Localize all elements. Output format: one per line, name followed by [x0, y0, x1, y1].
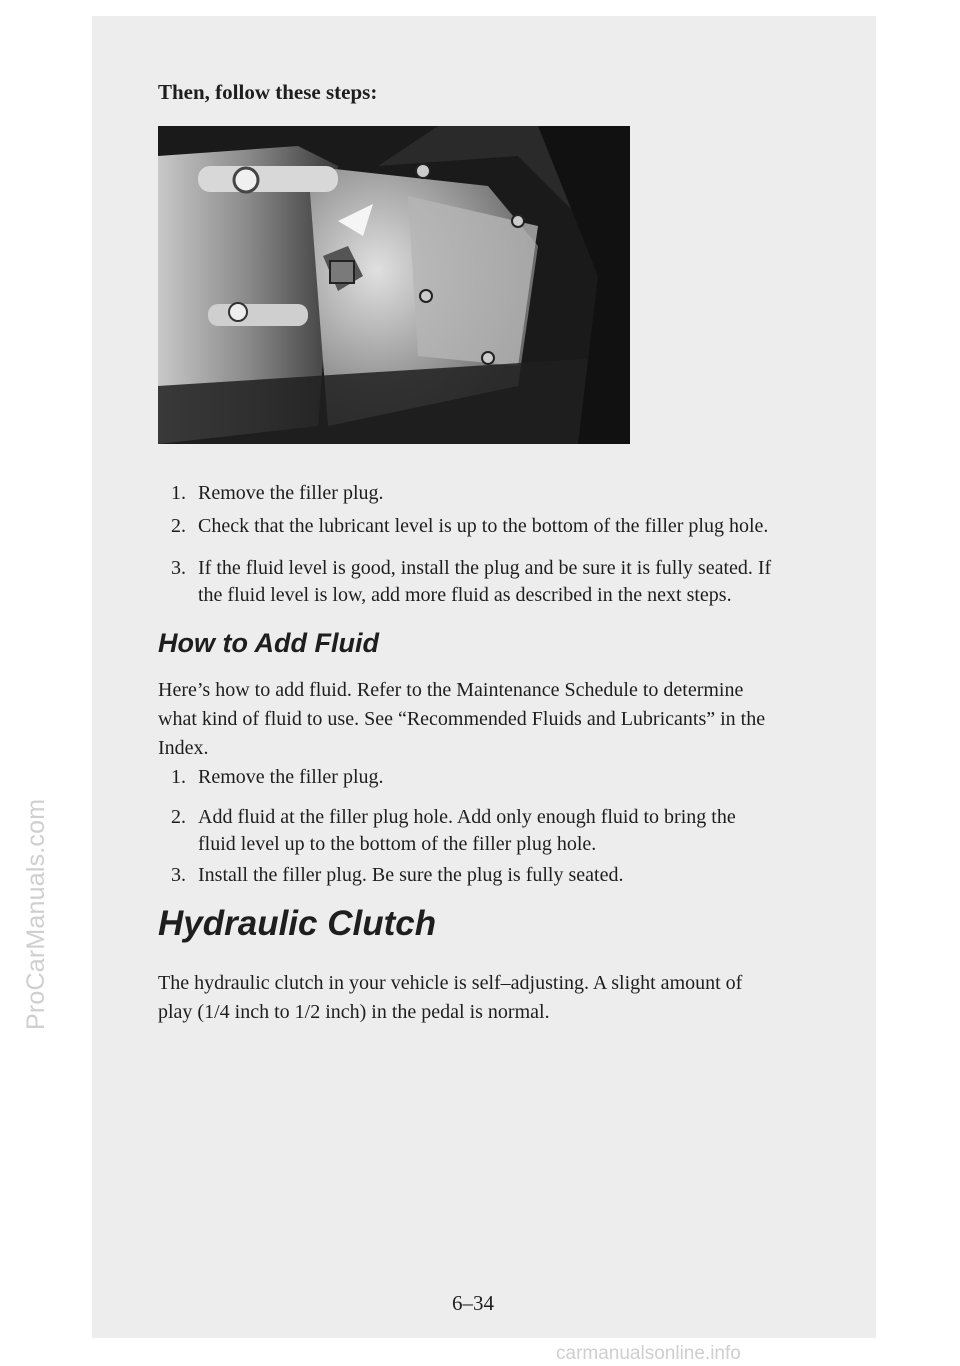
step-text-continued: fluid level up to the bottom of the filler plug hole.	[198, 833, 597, 855]
transmission-filler-plug-photo	[158, 126, 630, 444]
intro-text: Then, follow these steps:	[158, 80, 378, 104]
step-number: 2.	[171, 515, 186, 537]
page-number: 6–34	[452, 1291, 494, 1315]
check-step-3	[171, 555, 772, 609]
step-text: Install the filler plug. Be sure the plug is fully seated.	[198, 864, 624, 886]
step-number: 1.	[171, 482, 186, 504]
step-text: If the fluid level is good, install the plug and be sure it is fully seated. If	[198, 557, 772, 579]
step-text: Remove the filler plug.	[198, 482, 384, 504]
step-number: 3.	[171, 557, 186, 579]
intro-line: what kind of fluid to use. See “Recommended Fluids and Lubricants” in the	[158, 708, 766, 730]
step-text: Check that the lubricant level is up to the bottom of the filler plug hole.	[198, 515, 769, 537]
intro-line: Index.	[158, 737, 209, 759]
add-step-3	[171, 862, 624, 889]
section-heading-add-fluid: How to Add Fluid	[158, 628, 379, 658]
step-number: 3.	[171, 864, 186, 886]
step-number: 2.	[171, 806, 186, 828]
hydraulic-clutch-paragraph	[158, 969, 858, 1027]
paragraph-line: The hydraulic clutch in your vehicle is self–adjusting. A slight amount of	[158, 972, 743, 994]
side-watermark: ProCarManuals.com	[22, 798, 50, 1030]
step-number: 1.	[171, 766, 186, 788]
add-fluid-intro	[158, 676, 858, 763]
paragraph-line: play (1/4 inch to 1/2 inch) in the pedal is normal.	[158, 1001, 550, 1023]
section-heading-hydraulic-clutch: Hydraulic Clutch	[158, 904, 437, 943]
photo-illustration	[158, 126, 630, 444]
step-text-continued: the fluid level is low, add more fluid as described in the next steps.	[198, 584, 732, 606]
intro-line: Here’s how to add fluid. Refer to the Maintenance Schedule to determine	[158, 679, 744, 701]
step-text: Remove the filler plug.	[198, 766, 384, 788]
add-step-2	[171, 804, 736, 858]
bottom-watermark: carmanualsonline.info	[556, 1343, 741, 1364]
step-text: Add fluid at the filler plug hole. Add only enough fluid to bring the	[198, 806, 736, 828]
add-step-1	[171, 764, 384, 791]
check-step-2	[171, 513, 769, 540]
check-step-1	[171, 480, 384, 507]
